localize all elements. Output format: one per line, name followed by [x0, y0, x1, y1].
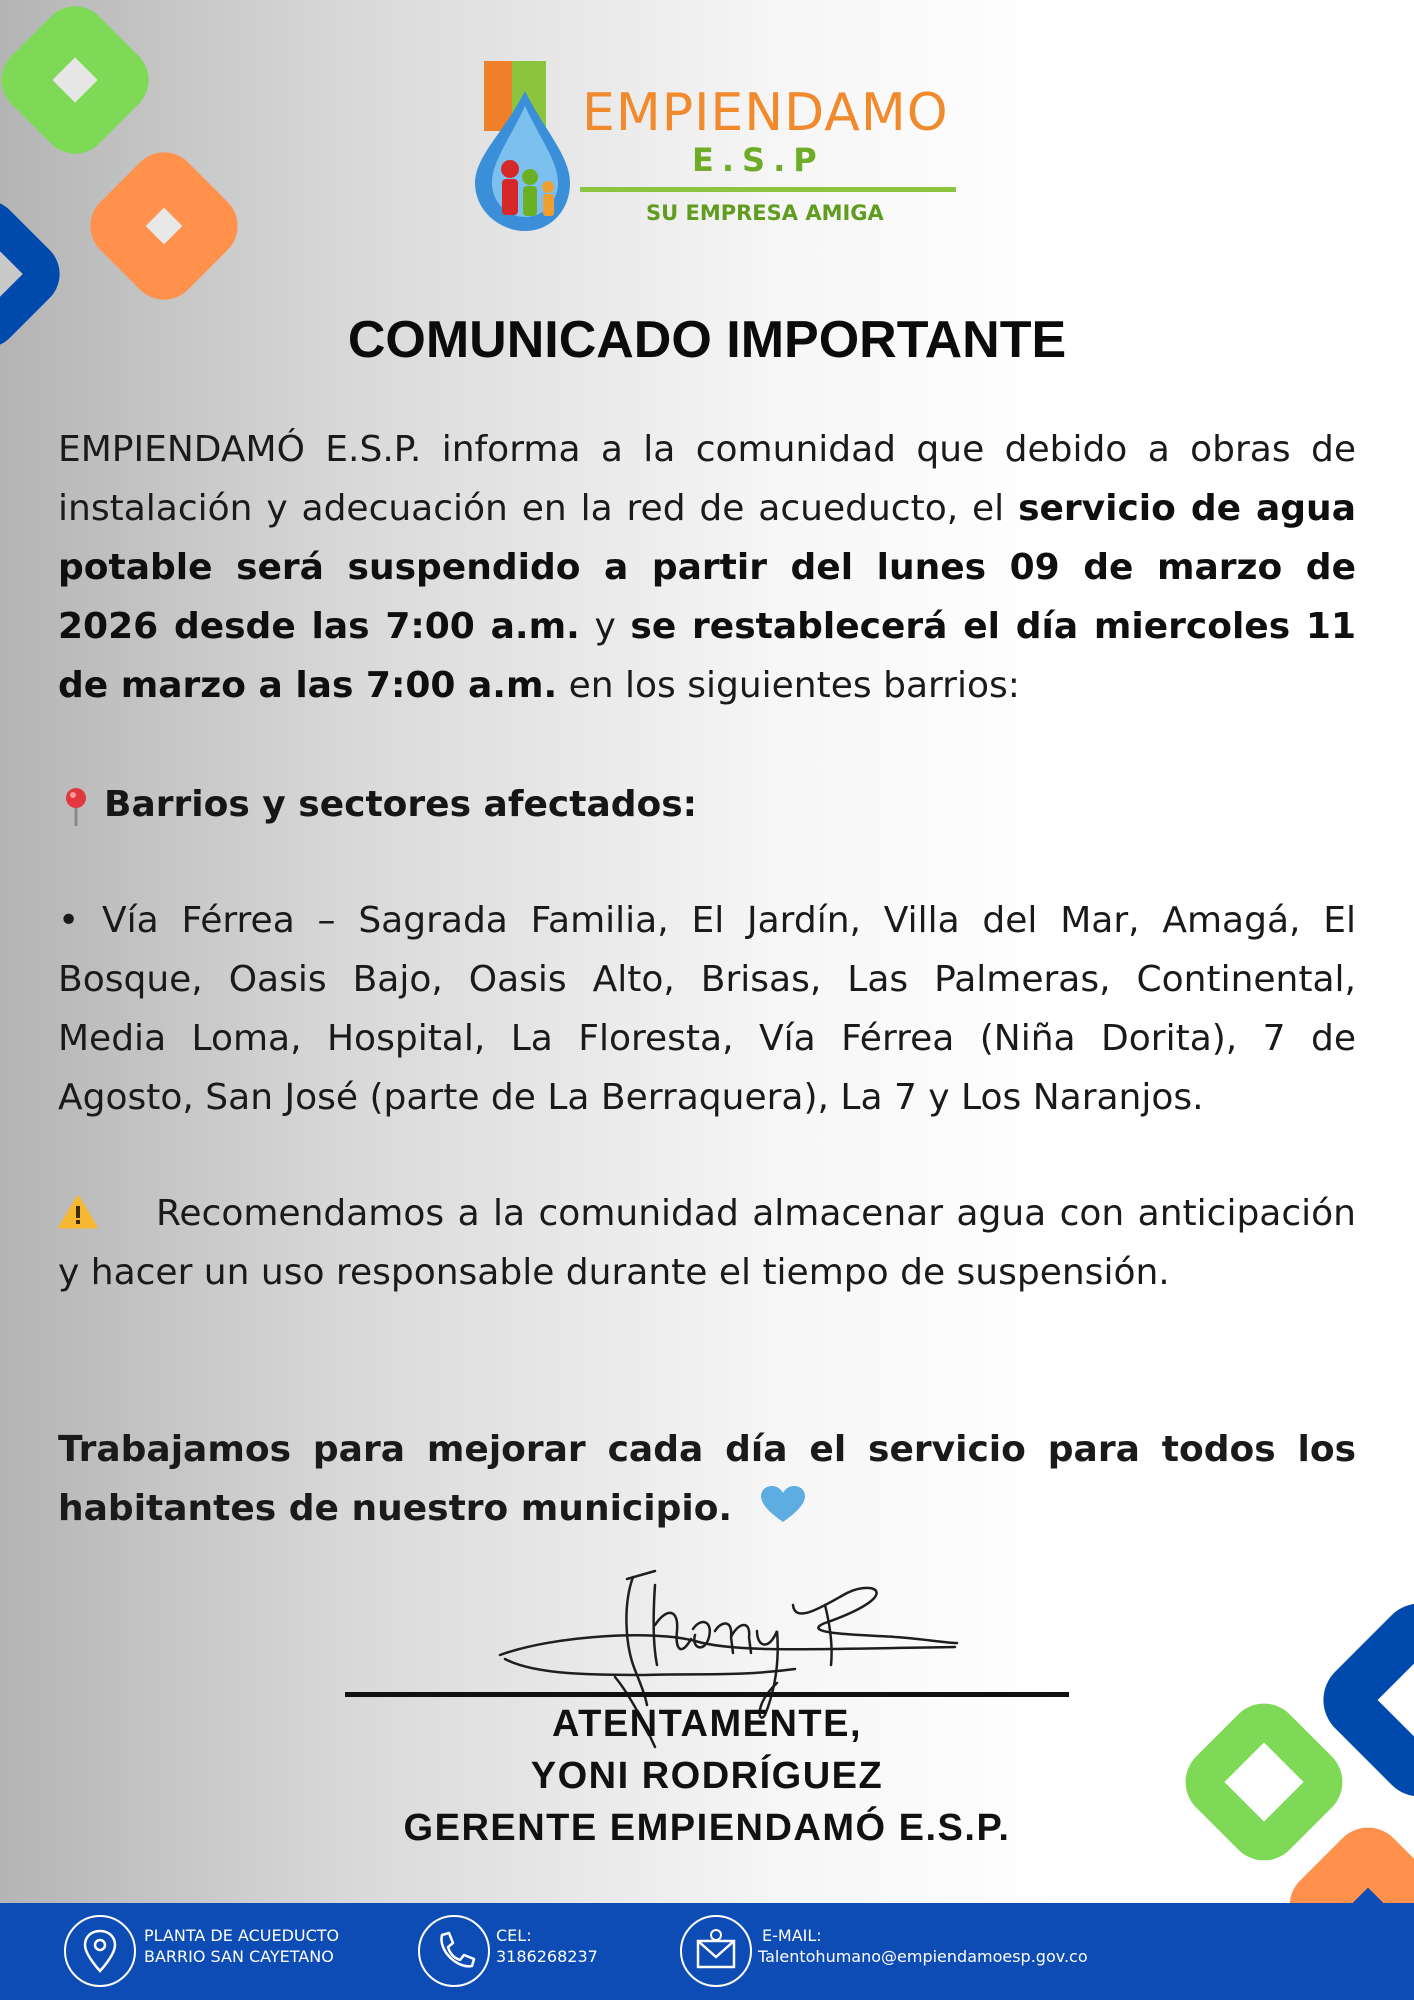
- footer-address-line1: PLANTA DE ACUEDUCTO: [144, 1926, 340, 1945]
- logo-slogan: SU EMPRESA AMIGA: [646, 201, 884, 225]
- motto-paragraph: [58, 1420, 1356, 1538]
- logo-esp: E.S.P: [692, 141, 825, 179]
- signer-title: GERENTE EMPIENDAMÓ E.S.P.: [403, 1807, 1011, 1849]
- intro-paragraph: [58, 420, 1356, 715]
- recommendation-text: Recomendamos a la comunidad almacenar agua con anticipación y hacer un uso responsable durante el tiempo de suspensión.: [58, 1193, 1356, 1293]
- intro-text-2: y: [579, 606, 631, 647]
- logo-rule: [580, 187, 956, 192]
- signer-name: YONI RODRÍGUEZ: [530, 1755, 884, 1797]
- location-pin-icon: [62, 786, 90, 826]
- intro-text-1: EMPIENDAMÓ E.S.P. informa a la comunidad que debido a obras de instalación y adecuación en la red de acueducto, el: [58, 429, 1356, 529]
- phone-icon: [418, 1915, 490, 1987]
- neighborhoods-list: • Vía Férrea – Sagrada Familia, El Jardín, Villa del Mar, Amagá, El Bosque, Oasis Bajo, Oasis Alto, Brisas, Las Palmeras, Continental, Media Loma, Hospital, La Floresta, Vía Férrea (Niña Dorita), 7 de Agosto, San José (parte de La Berraquera), La 7 y Los Naranjos.: [58, 900, 1356, 1118]
- affected-heading: [62, 775, 697, 834]
- signature-line: [345, 1692, 1069, 1697]
- heart-icon: [761, 1486, 805, 1524]
- motto-text: Trabajamos para mejorar cada día el servicio para todos los habitantes de nuestro municipio.: [58, 1429, 1356, 1529]
- closing-salutation: ATENTAMENTE,: [551, 1703, 862, 1745]
- intro-bold-restore: se restablecerá el día miercoles 11 de marzo a las 7:00 a.m.: [58, 606, 1356, 706]
- footer-bar: [0, 1903, 1414, 2000]
- footer-email-address: Talentohumano@empiendamoesp.gov.co: [758, 1947, 1088, 1966]
- recommendation-paragraph: [58, 1184, 1356, 1302]
- logo-company-name: EMPIENDAMO: [582, 83, 949, 143]
- footer-phone-label: CEL:: [496, 1926, 532, 1945]
- footer-address-line2: BARRIO SAN CAYETANO: [144, 1947, 334, 1966]
- page-title: COMUNICADO IMPORTANTE: [347, 311, 1067, 369]
- affected-heading-text: Barrios y sectores afectados:: [104, 784, 698, 825]
- map-pin-icon: [64, 1915, 136, 1987]
- footer-phone-number: 3186268237: [496, 1947, 598, 1966]
- intro-bold-suspension: servicio de agua potable será suspendido a partir del lunes 09 de marzo de 2026 desde las 7:00 a.m.: [58, 488, 1356, 647]
- intro-text-3: en los siguientes barrios:: [557, 665, 1020, 706]
- logo-emblem: [470, 61, 580, 241]
- signature-text: Jhonny R: [495, 1565, 500, 1566]
- email-icon: [680, 1915, 752, 1987]
- warning-icon: [58, 1195, 98, 1229]
- company-logo: [470, 55, 970, 235]
- footer-email-label: E-MAIL:: [762, 1926, 822, 1945]
